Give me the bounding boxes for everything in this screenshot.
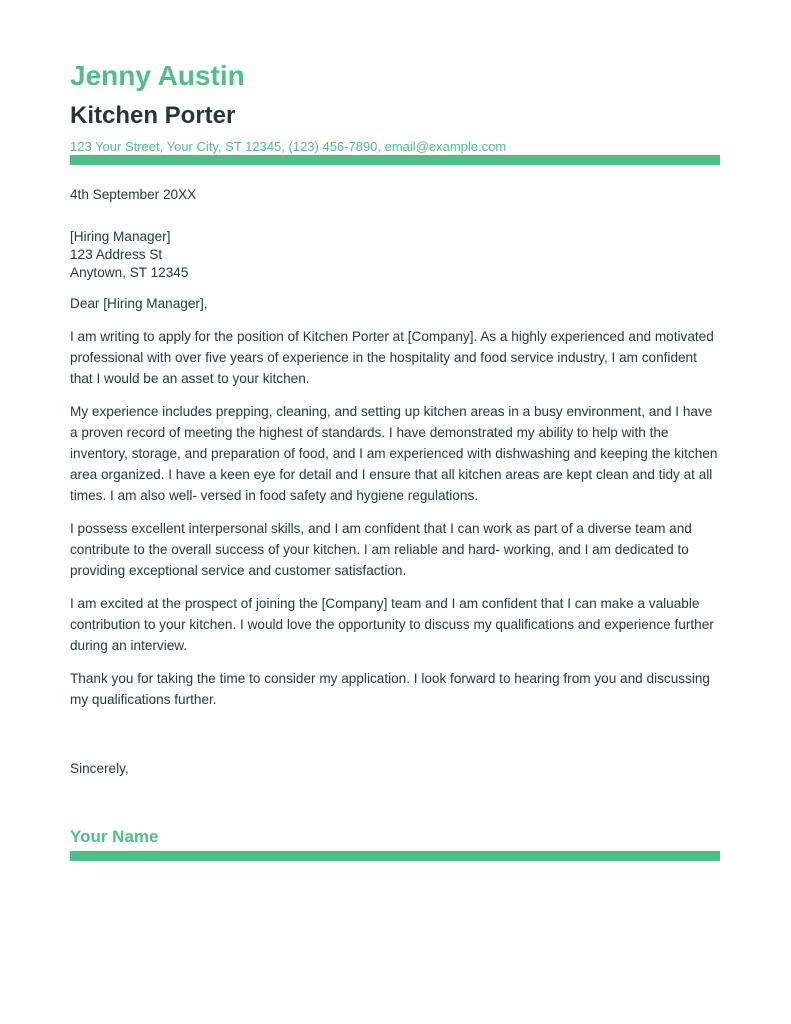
recipient-line: [Hiring Manager] [70, 229, 171, 244]
recipient-line: Anytown, ST 12345 [70, 265, 189, 280]
letter-date: 4th September 20XX [70, 187, 197, 202]
header-divider [70, 155, 720, 165]
closing: Sincerely, [70, 761, 129, 776]
footer-divider [70, 851, 720, 861]
body-paragraph: My experience includes prepping, cleaning, and setting up kitchen areas in a busy environment, and I have a proven record of meeting the highest of standards. I have demonstrated my ability to help with the inventory, storage, and preparation of food, and I am experienced with dishwashing and keeping the kitchen area organized. I have a keen eye for detail and I ensure that all kitchen areas are kept clean and tidy at all times. I am also well- versed in food safety and hygiene regulations. [70, 404, 718, 503]
job-title: Kitchen Porter [70, 102, 236, 129]
recipient-address [70, 228, 188, 282]
applicant-name: Jenny Austin [70, 60, 245, 91]
body-paragraph: I possess excellent interpersonal skills, and I am confident that I can work as part of a diverse team and contribute to the overall success of your kitchen. I am reliable and hard- working, and I am dedicated to providing exceptional service and customer satisfaction. [70, 521, 692, 578]
letter-body [70, 326, 722, 722]
signature-name: Your Name [70, 827, 159, 846]
body-paragraph: I am excited at the prospect of joining the [Company] team and I am confident that I can make a valuable contribution to your kitchen. I would love the opportunity to discuss my qualifications and experience further during an interview. [70, 596, 714, 653]
recipient-line: 123 Address St [70, 247, 163, 262]
body-paragraph: Thank you for taking the time to consider my application. I look forward to hearing from you and discussing my qualifications further. [70, 671, 710, 707]
salutation: Dear [Hiring Manager], [70, 296, 208, 311]
contact-info: 123 Your Street, Your City, ST 12345, (123) 456-7890, email@example.com [70, 139, 507, 154]
body-paragraph: I am writing to apply for the position of Kitchen Porter at [Company]. As a highly experienced and motivated professional with over five years of experience in the hospitality and food service industry, I am confident that I would be an asset to your kitchen. [70, 329, 714, 386]
